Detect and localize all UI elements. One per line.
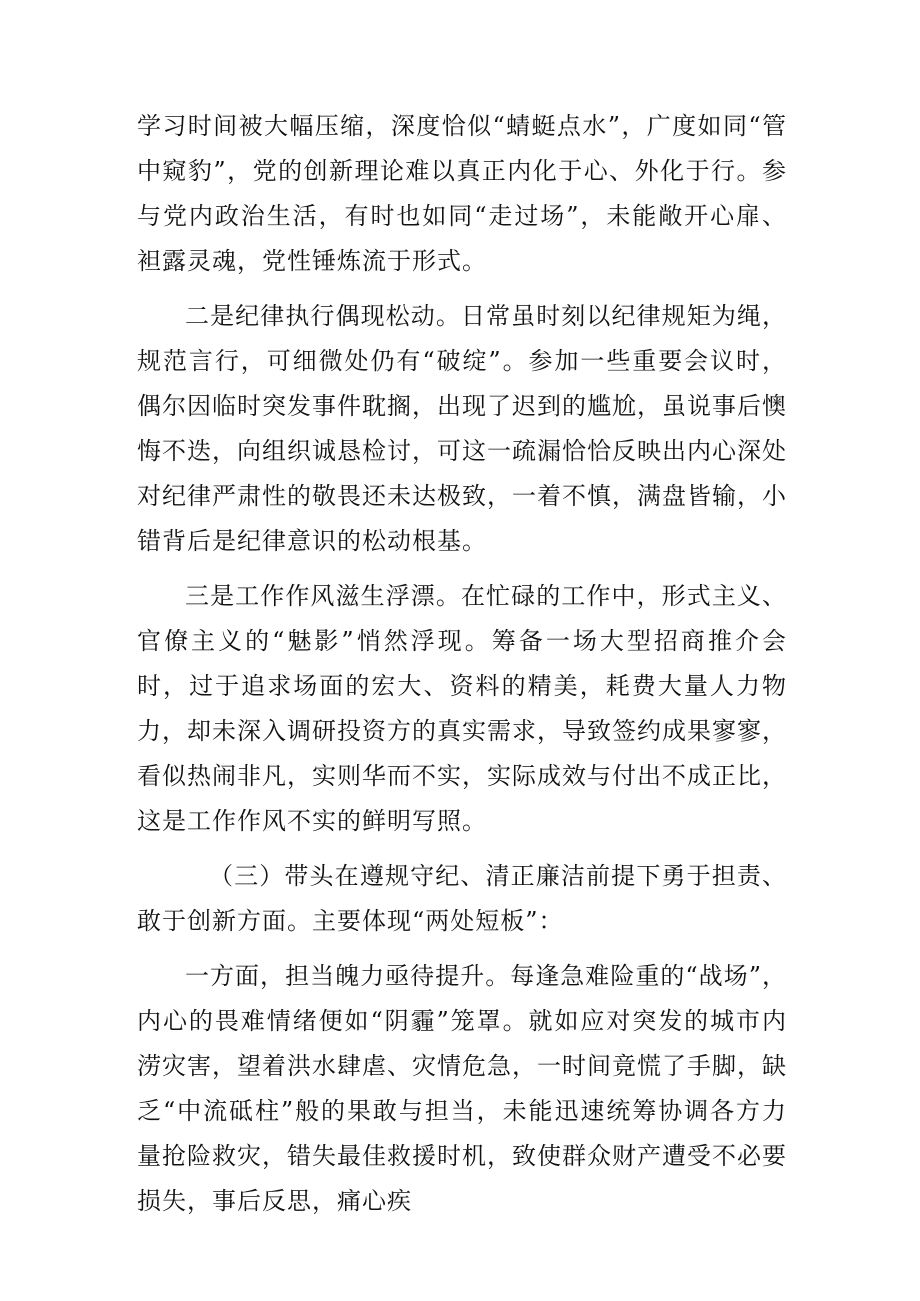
paragraph-3: 三是工作作风滋生浮漂。在忙碌的工作中，形式主义、官僚主义的“魅影”悄然浮现。筹备一场大型招商推介会时，过于追求场面的宏大、资料的精美，耗费大量人力物力，却未深入调研投资方的真实需求，导致签约成果寥寥，看似热闹非凡，实则华而不实，实际成效与付出不成正比，这是工作作风不实的鲜明写照。 <box>137 582 787 835</box>
section-heading: （三）带头在遵规守纪、清正廉洁前提下勇于担责、敢于创新方面。主要体现“两处短板”： <box>137 862 787 935</box>
document-body <box>137 104 787 1224</box>
paragraph-2: 二是纪律执行偶现松动。日常虽时刻以纪律规矩为绳，规范言行，可细微处仍有“破绽”。参加一些重要会议时，偶尔因临时突发事件耽搁，出现了迟到的尴尬，虽说事后懊悔不迭，向组织诚恳检讨，可这一疏漏恰恰反映出内心深处对纪律严肃性的敬畏还未达极致，一着不慎，满盘皆输，小错背后是纪律意识的松动根基。 <box>137 302 787 555</box>
paragraph-4: 一方面，担当魄力亟待提升。每逢急难险重的“战场”，内心的畏难情绪便如“阴霾”笼罩。就如应对突发的城市内涝灾害，望着洪水肆虐、灾情危急，一时间竟慌了手脚，缺乏“中流砥柱”般的果敢与担当，未能迅速统筹协调各方力量抢险救灾，错失最佳救援时机，致使群众财产遭受不必要损失，事后反思，痛心疾 <box>137 962 787 1215</box>
paragraph-1: 学习时间被大幅压缩，深度恰似“蜻蜓点水”，广度如同“管中窥豹”，党的创新理论难以真正内化于心、外化于行。参与党内政治生活，有时也如同“走过场”，未能敞开心扉、袒露灵魂，党性锤炼流于形式。 <box>137 112 787 275</box>
